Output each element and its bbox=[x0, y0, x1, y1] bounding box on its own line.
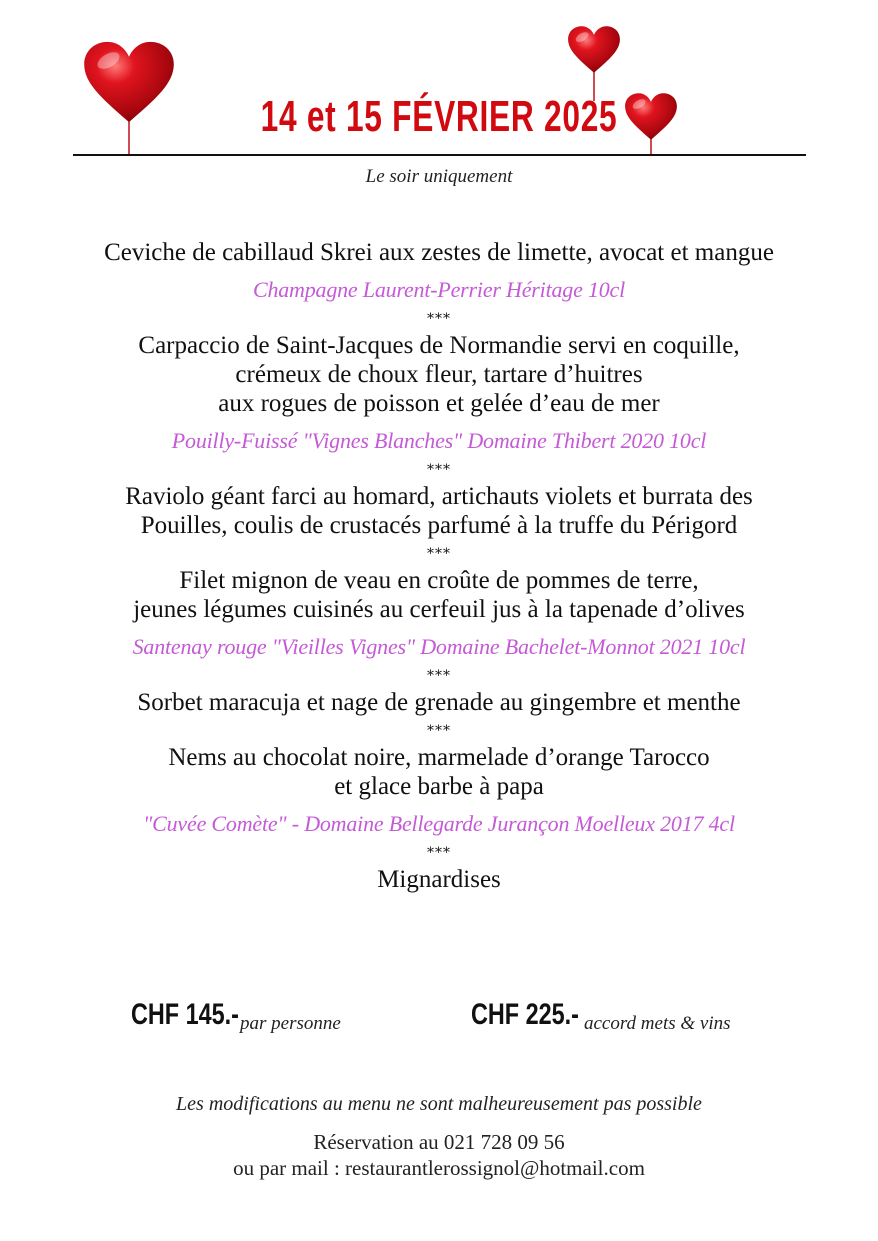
course-2 bbox=[40, 331, 838, 454]
title-divider bbox=[73, 154, 806, 156]
course-6 bbox=[40, 743, 838, 837]
dish-name: Nems au chocolat noire, marmelade d’orange Tarocco bbox=[168, 744, 710, 771]
dish-name: jeunes légumes cuisinés au cerfeuil jus à la tapenade d’olives bbox=[133, 596, 745, 623]
wine-pairing: Champagne Laurent-Perrier Héritage 10cl bbox=[252, 277, 626, 302]
contact-info bbox=[0, 1129, 878, 1181]
price-label: par personne bbox=[240, 1013, 341, 1034]
dish-name: Raviolo géant farci au homard, artichauts violets et burrata des bbox=[125, 483, 753, 510]
price-amount: CHF 225.- bbox=[471, 998, 579, 1031]
wine-pairing: Pouilly-Fuissé "Vignes Blanches" Domaine Thibert 2020 10cl bbox=[171, 428, 707, 453]
subtitle: Le soir uniquement bbox=[365, 166, 513, 187]
dish-name: Sorbet maracuja et nage de grenade au gingembre et menthe bbox=[137, 689, 741, 716]
reservation-phone: Réservation au 021 728 09 56 bbox=[313, 1130, 565, 1154]
dish-name: crémeux de choux fleur, tartare d’huitres bbox=[235, 361, 643, 388]
dish-name: Pouilles, coulis de crustacés parfumé à la truffe du Périgord bbox=[140, 512, 738, 539]
price-wine-pairing bbox=[471, 998, 731, 1034]
price-label: accord mets & vins bbox=[584, 1013, 731, 1034]
course-separator: *** bbox=[427, 462, 451, 478]
reservation-email: ou par mail : restaurantlerossignol@hotmail.com bbox=[233, 1156, 645, 1180]
modifications-note: Les modifications au menu ne sont malheureusement pas possible bbox=[176, 1093, 702, 1115]
dish-name: Ceviche de cabillaud Skrei aux zestes de limette, avocat et mangue bbox=[104, 239, 774, 266]
price-per-person bbox=[131, 998, 341, 1034]
wine-pairing: Santenay rouge "Vieilles Vignes" Domaine Bachelet-Monnot 2021 10cl bbox=[132, 634, 746, 659]
page-title: 14 et 15 FÉVRIER 2025 bbox=[260, 92, 618, 141]
menu-courses bbox=[40, 238, 838, 894]
course-separator: *** bbox=[427, 845, 451, 861]
course-7 bbox=[40, 865, 838, 894]
dish-name: Carpaccio de Saint-Jacques de Normandie servi en coquille, bbox=[138, 332, 740, 359]
pricing bbox=[0, 998, 878, 1048]
dish-name: Filet mignon de veau en croûte de pommes de terre, bbox=[179, 567, 699, 594]
course-5 bbox=[40, 688, 838, 717]
course-separator: *** bbox=[427, 668, 451, 684]
dish-name: aux rogues de poisson et gelée d’eau de mer bbox=[218, 390, 660, 417]
course-4 bbox=[40, 566, 838, 660]
course-separator: *** bbox=[427, 546, 451, 562]
wine-pairing: "Cuvée Comète" - Domaine Bellegarde Jurançon Moelleux 2017 4cl bbox=[143, 811, 735, 836]
dish-name: et glace barbe à papa bbox=[334, 773, 544, 800]
course-3 bbox=[40, 482, 838, 540]
price-amount: CHF 145.- bbox=[131, 998, 239, 1031]
course-1 bbox=[40, 238, 838, 303]
dish-name: Mignardises bbox=[377, 866, 501, 893]
course-separator: *** bbox=[427, 311, 451, 327]
course-separator: *** bbox=[427, 723, 451, 739]
